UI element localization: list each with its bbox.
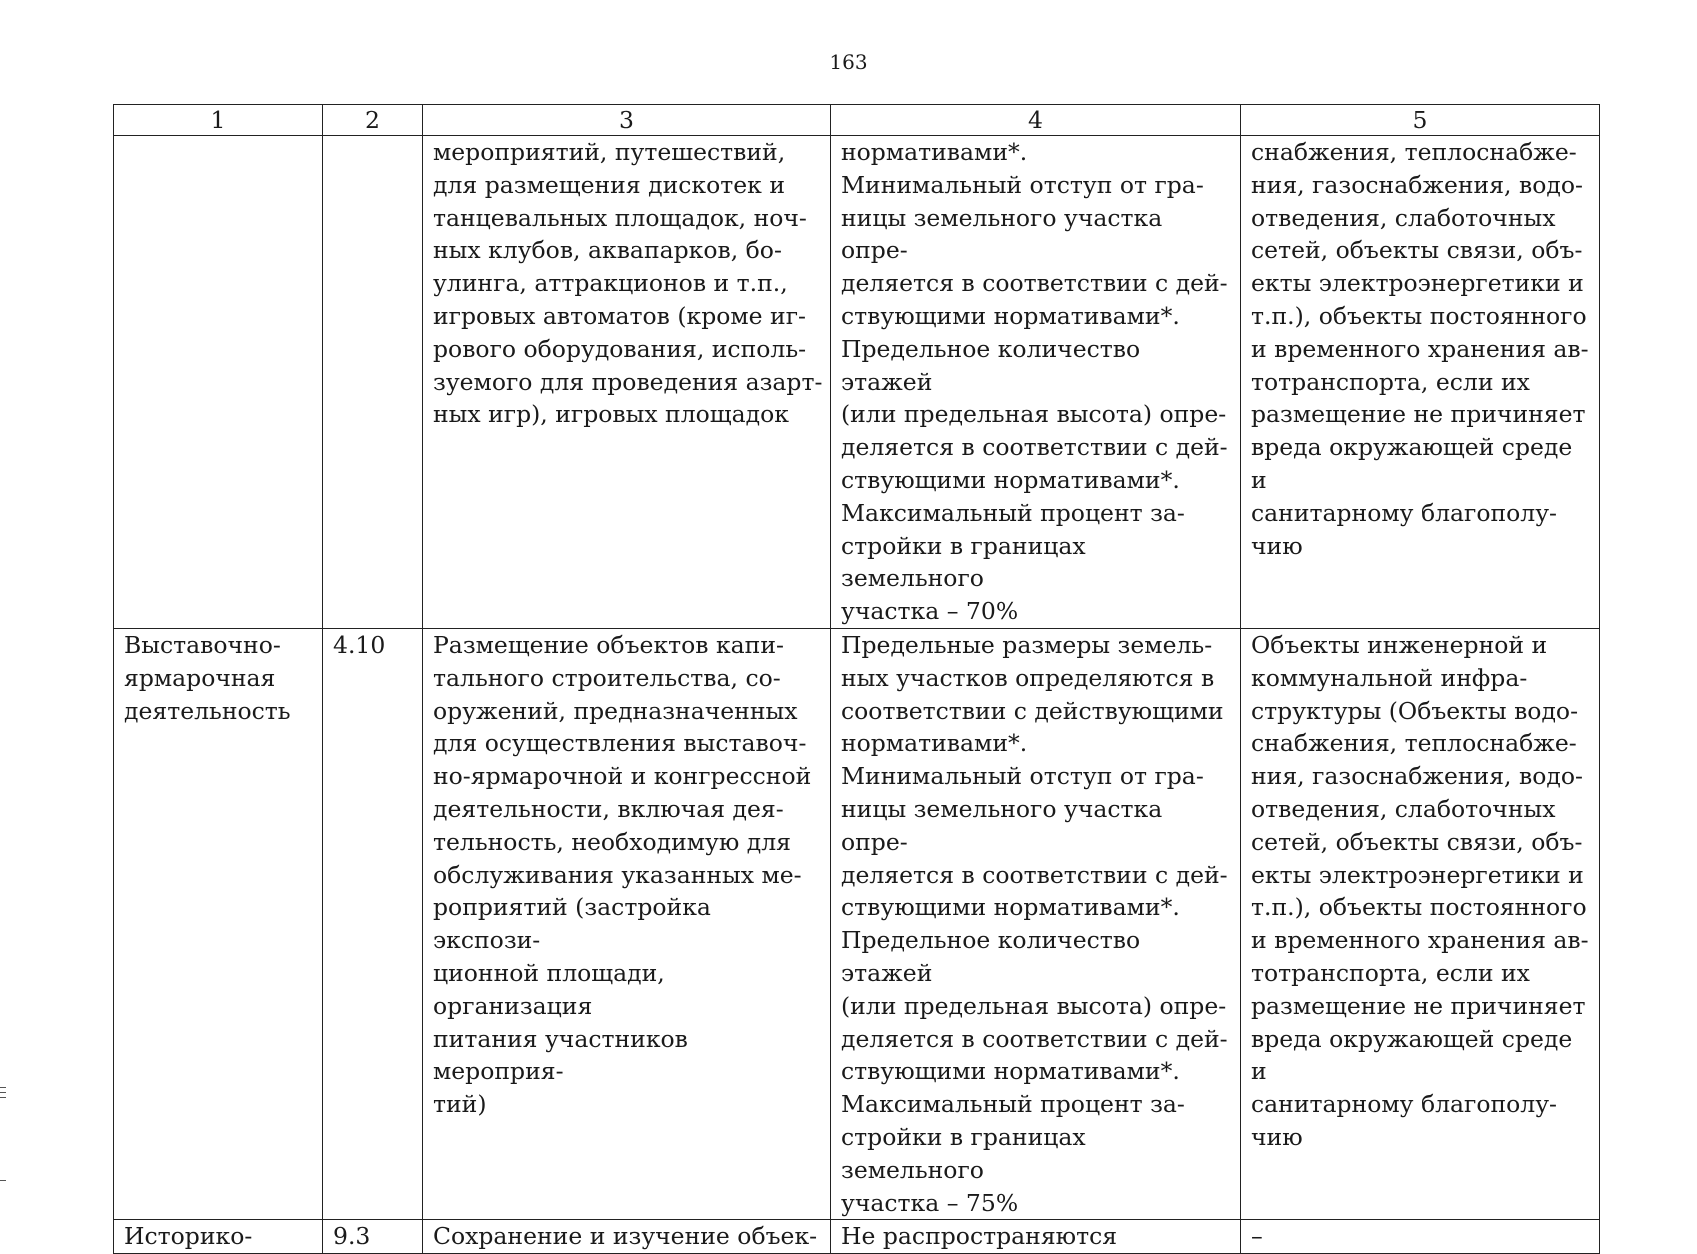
scan-margin-mark <box>0 1087 6 1088</box>
table-cell-description: Сохранение и изучение объек- <box>423 1220 831 1254</box>
table-header-row <box>114 105 1600 136</box>
table-cell-code <box>323 136 423 629</box>
column-header-4: 4 <box>831 105 1241 136</box>
regulations-table-container <box>113 104 1594 1254</box>
page-number: 163 <box>829 50 868 74</box>
regulations-table <box>113 104 1600 1254</box>
table-cell-parameters: Не распространяются <box>831 1220 1241 1254</box>
table-row <box>114 1220 1600 1254</box>
table-cell-use-name: Историко- <box>114 1220 323 1254</box>
table-row <box>114 136 1600 629</box>
column-header-3: 3 <box>423 105 831 136</box>
scan-margin-mark <box>0 1180 6 1181</box>
scan-margin-mark <box>0 1097 6 1098</box>
column-header-5: 5 <box>1241 105 1600 136</box>
table-cell-description: Размещение объектов капи- тального строительства, со- оружений, предназначенных для осуществления выставоч- но-ярмарочной и конгрессной деятельности, включая дея- тельность, необходимую для обслуживания указанных ме- роприятий (застройка экспози- ционной площади, организация питания участников мероприя- тий) <box>423 628 831 1219</box>
table-cell-description: мероприятий, путешествий, для размещения дискотек и танцевальных площадок, ноч- ных клубов, аквапарков, бо- улинга, аттракционов и т.п., игровых автоматов (кроме иг- рового оборудования, исполь- зуемого для проведения азарт- ных игр), игровых площадок <box>423 136 831 629</box>
table-cell-parameters: нормативами*. Минимальный отступ от гра- ницы земельного участка опре- деляется в соответствии с дей- ствующими нормативами*. Предельное количество этажей (или предельная высота) опре- деляется в соответствии с дей- ствующими нормативами*. Максимальный процент за- стройки в границах земельного участка – 70% <box>831 136 1241 629</box>
scan-margin-mark <box>0 1092 6 1093</box>
column-header-1: 1 <box>114 105 323 136</box>
table-cell-use-name <box>114 136 323 629</box>
table-cell-parameters: Предельные размеры земель- ных участков определяются в соответствии с действующими нормативами*. Минимальный отступ от гра- ницы земельного участка опре- деляется в соответствии с дей- ствующими нормативами*. Предельное количество этажей (или предельная высота) опре- деляется в соответствии с дей- ствующими нормативами*. Максимальный процент за- стройки в границах земельного участка – 75% <box>831 628 1241 1219</box>
table-cell-code: 9.3 <box>323 1220 423 1254</box>
table-cell-auxiliary-uses: – <box>1241 1220 1600 1254</box>
column-header-2: 2 <box>323 105 423 136</box>
table-row <box>114 628 1600 1219</box>
table-cell-code: 4.10 <box>323 628 423 1219</box>
table-cell-use-name: Выставочно- ярмарочная деятельность <box>114 628 323 1219</box>
table-cell-auxiliary-uses: Объекты инженерной и коммунальной инфра- структуры (Объекты водо- снабжения, теплоснабже- ния, газоснабжения, водо- отведения, слаботочных сетей, объекты связи, объ- екты электроэнергетики и т.п.), объекты постоянного и временного хранения ав- тотранспорта, если их размещение не причиняет вреда окружающей среде и санитарному благополу- чию <box>1241 628 1600 1219</box>
table-cell-auxiliary-uses: снабжения, теплоснабже- ния, газоснабжения, водо- отведения, слаботочных сетей, объекты связи, объ- екты электроэнергетики и т.п.), объекты постоянного и временного хранения ав- тотранспорта, если их размещение не причиняет вреда окружающей среде и санитарному благополу- чию <box>1241 136 1600 629</box>
